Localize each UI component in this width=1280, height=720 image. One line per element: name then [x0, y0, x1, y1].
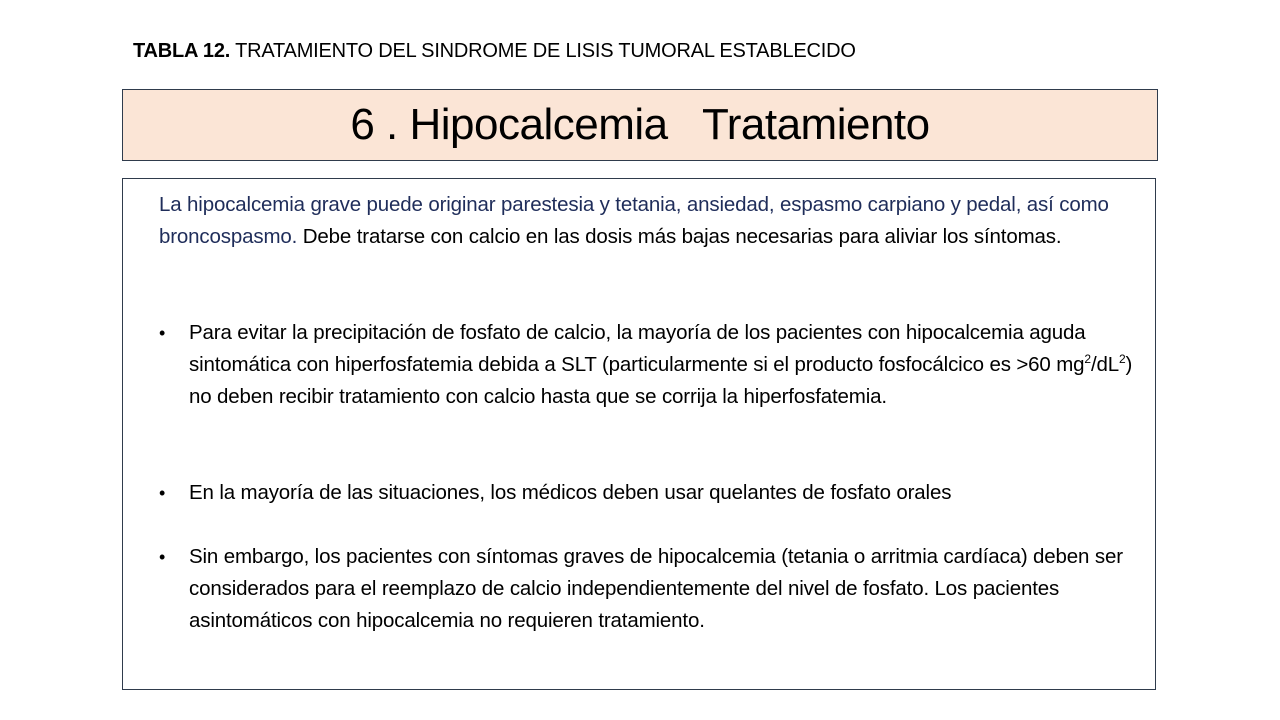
bullet-text-part: /dL: [1090, 353, 1120, 376]
title-banner: [122, 89, 1158, 161]
table-caption: [133, 37, 856, 65]
intro-text-treatment: Debe tratarse con calcio en las dosis más bajas necesarias para aliviar los síntomas.: [297, 225, 1062, 248]
bullet-item-phosphate-precipitation: [159, 317, 1139, 413]
superscript: 2: [1119, 352, 1126, 366]
content-panel: [122, 178, 1156, 690]
bullet-icon: •: [159, 483, 166, 503]
bullet-text-part: Para evitar la precipitación de fosfato de calcio, la mayoría de los pacientes con hipocalcemia aguda sintomática con hiperfosfatemia debida a SLT (particularmente si el producto fosfocálcico es >60 mg: [189, 321, 1086, 376]
bullet-icon: •: [159, 547, 166, 567]
bullet-text: [189, 317, 1139, 413]
bullet-text: En la mayoría de las situaciones, los médicos deben usar quelantes de fosfato orales: [189, 481, 952, 504]
intro-text-symptoms: La hipocalcemia grave puede originar parestesia y tetania, ansiedad, espasmo carpiano y pedal, así como broncospasmo.: [159, 193, 1109, 248]
bullet-item-phosphate-binders: [159, 477, 1139, 509]
intro-paragraph: [159, 189, 1139, 253]
bullet-icon: •: [159, 323, 166, 343]
bullet-text-part: ) no deben recibir tratamiento con calcio hasta que se corrija la hiperfosfatemia.: [189, 353, 1133, 408]
bullet-item-severe-symptoms: [159, 541, 1139, 637]
table-caption-label: TABLA 12.: [133, 40, 231, 62]
superscript: 2: [1084, 352, 1091, 366]
table-caption-text: TRATAMIENTO DEL SINDROME DE LISIS TUMORAL ESTABLECIDO: [230, 40, 856, 62]
slide-title: 6 . Hipocalcemia Tratamiento: [350, 100, 930, 149]
bullet-text: Sin embargo, los pacientes con síntomas graves de hipocalcemia (tetania o arritmia cardíaca) deben ser considerados para el reemplazo de calcio independientemente del nivel de fosfato. Los pacientes asintomáticos con hipocalcemia no requieren tratamiento.: [189, 545, 1123, 632]
